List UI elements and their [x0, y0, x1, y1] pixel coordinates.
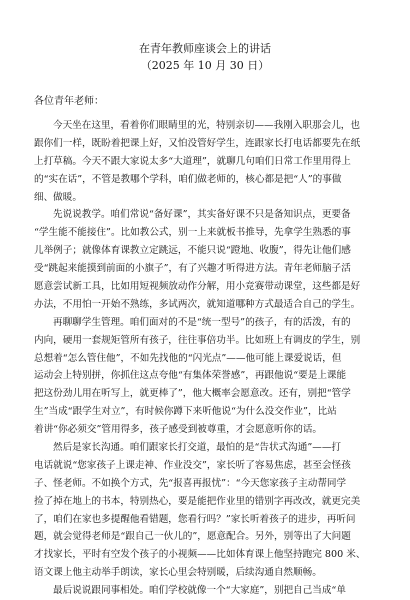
- text-line: 运动会上特别拼，你抓住这点夸他“有集体荣誉感”，再跟他说“要是上课能: [34, 370, 347, 382]
- document-title: 在青年教师座谈会上的讲话: [139, 42, 271, 55]
- text-line: 最后说说跟同事相处。咱们学校就像一个“大家庭”，别把自己当成“单: [53, 585, 346, 597]
- text-line: 了，咱们在家也多提醒他看错题，您看行吗？”家长听着孩子的进步，再听问: [34, 513, 356, 525]
- text-line: 子、怪老师。不如换个方式，先“报喜再报忧”：“今天您家孩子主动帮同学: [34, 477, 347, 489]
- text-line: 总想着“怎么管住他”，不如先找他的“闪光点”——他可能上课爱说话，但: [34, 352, 342, 364]
- text-line: 今天坐在这里，看着你们眼睛里的光，特别亲切——我刚入职那会儿，也: [53, 120, 360, 131]
- text-line: 上打草稿。今天不跟大家说太多“大道理”，就聊几句咱们日常工作里用得上: [34, 155, 351, 167]
- text-line: 把这份劲儿用在听写上，就更棒了”，他大概率会愿意改。还有，别把“管学: [34, 388, 351, 400]
- text-line: 内向，硬用一套规矩管所有孩子，往往事倍功半。比如班上有调皮的学生，别: [34, 334, 361, 346]
- text-line: “学生能不能接住”。比如教公式，别一上来就板书推导，先拿学生熟悉的事: [34, 227, 351, 239]
- text-line: 才找家长，平时有空发个孩子的小视频——比如体育课上他坚持跑完 800 米、: [34, 549, 366, 561]
- text-line: 的“实在话”，不管是教哪个学科，咱们做老师的，核心都是把“人”的事做: [34, 173, 342, 185]
- text-line: 题，就会觉得老师是“跟自己一伙儿的”，愿意配合。另外，别等出了大问题: [34, 531, 351, 543]
- document-date: （2025 年 10 月 30 日）: [140, 59, 270, 72]
- text-line: 受“跳起来能摸到前面的小旗子”，有了兴趣才听得进方法。青年老师脑子活: [34, 263, 351, 275]
- text-line: 生”当成“跟学生对立”，有时候你蹲下来听他说“为什么没交作业”，比站: [34, 406, 337, 418]
- text-line: 电话就说“您家孩子上课走神、作业没交”，家长听了容易焦虑，甚至会怪孩: [34, 459, 351, 471]
- text-line: 跟你们一样，既盼着把课上好，又怕没管好学生，连跟家长打电话都要先在纸: [34, 137, 361, 149]
- text-line: 儿举例子；就像体育课教立定跳远，不能只说“蹬地、收腹”，得先让他们感: [34, 245, 351, 257]
- speech-body: [34, 117, 390, 600]
- text-line: 然后是家长沟通。咱们跟家长打交道，最怕的是“告状式沟通”——打: [53, 442, 342, 454]
- text-line: 再聊聊学生管理。咱们面对的不是“统一型号”的孩子，有的活泼，有的: [53, 316, 351, 328]
- text-line: 细、做暖。: [34, 191, 82, 203]
- text-line: 语文课上他主动举手朗读，家长心里会特别暖，后续沟通自然顺畅。: [34, 567, 322, 579]
- text-line: 办法，不用怕一开始不熟练，多试两次，就知道哪种方式最适合自己的学生。: [34, 298, 361, 310]
- text-line: 着讲“你必须交”管用得多，孩子感受到被尊重，才会愿意听你的话。: [34, 424, 323, 436]
- salutation: 各位青年老师：: [34, 96, 104, 107]
- text-line: 先说说教学。咱们常说“备好课”，其实备好课不只是备知识点，更要备: [53, 209, 351, 221]
- text-line: 愿意尝试新工具，比如用短视频放动作分解，用小竞赛带动课堂，这些都是好: [34, 281, 361, 293]
- text-line: 捡了掉在地上的书本，特别热心，要是能把作业里的错别字再改改，就更完美: [34, 495, 361, 507]
